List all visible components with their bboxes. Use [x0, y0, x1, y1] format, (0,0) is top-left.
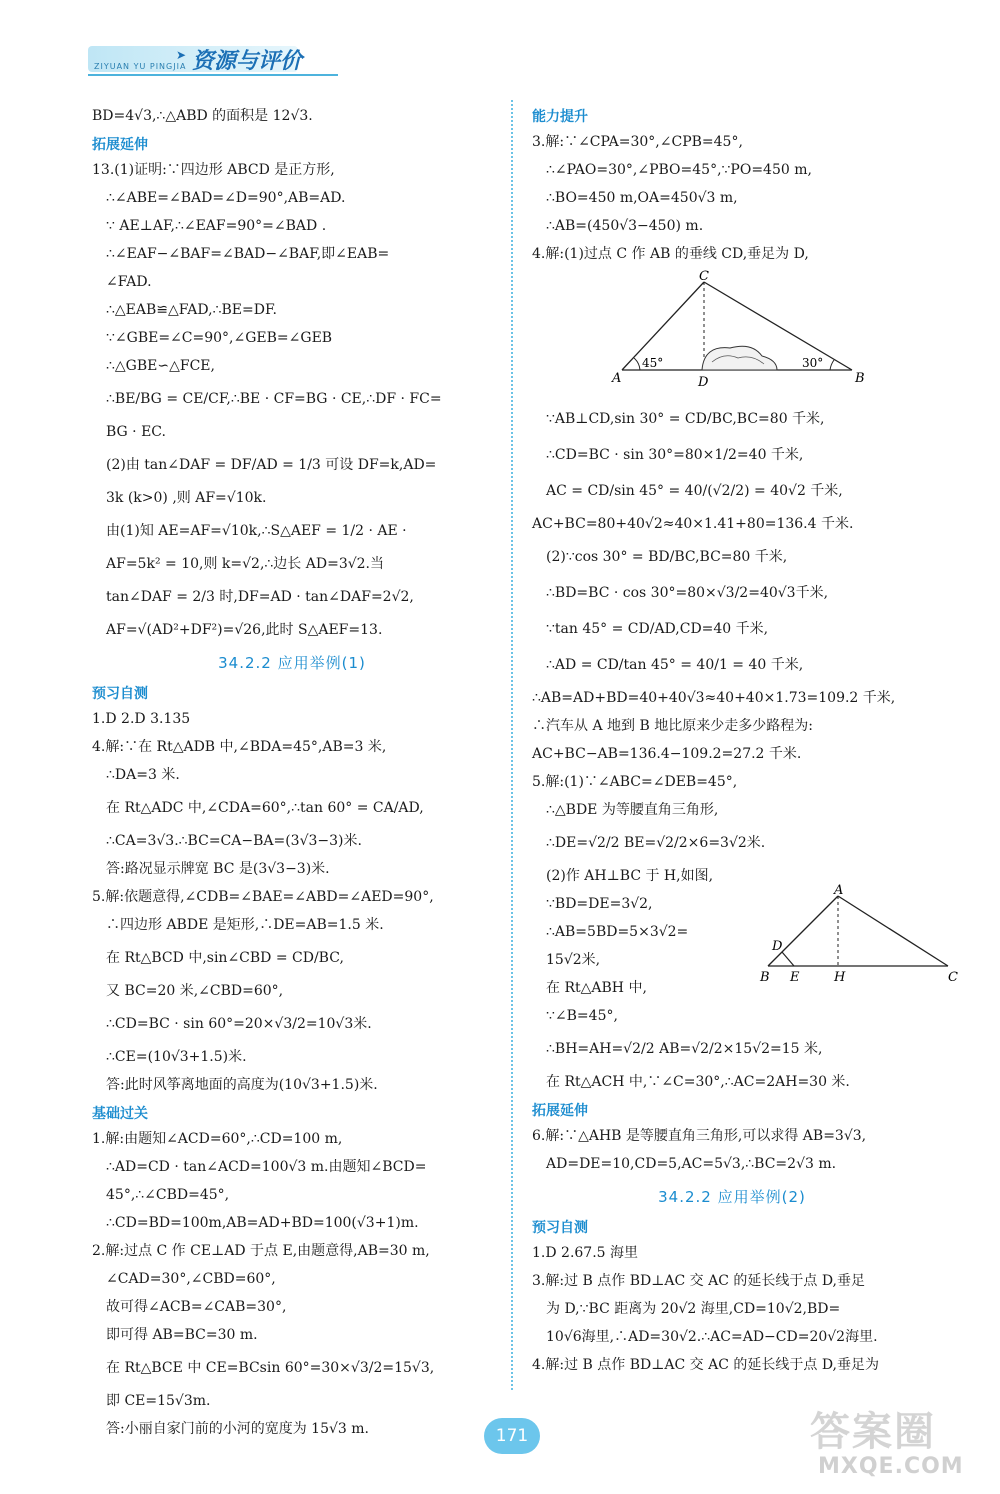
text-line: (2)∵cos 30° = BD/BC,BC=80 千米, [546, 549, 788, 565]
text-line: 即可得 AB=BC=30 m. [106, 1327, 258, 1343]
text-line: ∵tan 45° = CD/AD,CD=40 千米, [546, 621, 769, 637]
text-line: ∵∠GBE=∠C=90°,∠GEB=∠GEB [106, 330, 333, 346]
header-arrow-icon: ➤ [176, 48, 187, 62]
text-line: 答:小丽自家门前的小河的宽度为 15√3 m. [106, 1421, 369, 1437]
fig2-label-b: B [760, 970, 770, 985]
text-line: ∴CA=3√3.∴BC=CA−BA=(3√3−3)米. [106, 833, 362, 849]
text-line: ∴AB=5BD=5×3√2= [546, 924, 689, 940]
page-header [88, 38, 348, 78]
fig1-angle-a: 45° [642, 356, 664, 370]
text-line: ∵BD=DE=3√2, [546, 896, 653, 912]
text-line: AF=√(AD²+DF²)=√26,此时 S△AEF=13. [106, 622, 383, 638]
text-line: 5.解:(1)∵∠ABC=∠DEB=45°, [532, 774, 738, 790]
fig2-label-e: E [790, 970, 800, 985]
text-line: 在 Rt△BCE 中 CE=BCsin 60°=30×√3/2=15√3, [106, 1360, 435, 1376]
text-line: ∵AB⊥CD,sin 30° = CD/BC,BC=80 千米, [546, 411, 825, 427]
fig2-label-c: C [948, 970, 958, 985]
text-line: 10√6海里,∴AD=30√2.∴AC=AD−CD=20√2海里. [546, 1329, 878, 1345]
text-line: BD=4√3,∴△ABD 的面积是 12√3. [92, 108, 313, 124]
text-line: 3k (k>0) ,则 AF=√10k. [106, 490, 267, 506]
text-line: 4.解:(1)过点 C 作 AB 的垂线 CD,垂足为 D, [532, 246, 809, 262]
text-line: (2)作 AH⊥BC 于 H,如图, [546, 868, 714, 884]
section-heading: 拓展延伸 [532, 1103, 588, 1119]
text-line: 15√2米, [546, 952, 601, 968]
fig1-label-d: D [698, 375, 709, 390]
text-line: 13.(1)证明:∵四边形 ABCD 是正方形, [92, 162, 335, 178]
text-line: ∴△EAB≌△FAD,∴BE=DF. [106, 302, 277, 318]
text-line: ∴BD=BC · cos 30°=80×√3/2=40√3千米, [546, 585, 829, 601]
text-line: 4.解:∵在 Rt△ADB 中,∠BDA=45°,AB=3 米, [92, 739, 387, 755]
column-divider [511, 100, 513, 1390]
text-line: ∠FAD. [106, 274, 152, 290]
fig2-label-h: H [834, 970, 846, 985]
section-heading: 拓展延伸 [92, 137, 148, 153]
text-line: 即 CE=15√3m. [106, 1393, 211, 1409]
text-line: 在 Rt△ADC 中,∠CDA=60°,∴tan 60° = CA/AD, [106, 800, 424, 816]
text-line: tan∠DAF = 2/3 时,DF=AD · tan∠DAF=2√2, [106, 589, 414, 605]
page-number: 171 [484, 1418, 540, 1454]
text-line: ∴∠EAF−∠BAF=∠BAD−∠BAF,即∠EAB= [106, 246, 390, 262]
text-line: ∴汽车从 A 地到 B 地比原来少走多少路程为: [532, 718, 813, 734]
text-line: ∴DA=3 米. [106, 767, 180, 783]
section-heading: 能力提升 [532, 109, 588, 125]
fig2-label-a: A [834, 883, 844, 898]
text-line: ∴∠PAO=30°,∠PBO=45°,∵PO=450 m, [546, 162, 812, 178]
text-line: 2.解:过点 C 作 CE⊥AD 于点 E,由题意得,AB=30 m, [92, 1243, 430, 1259]
text-line: ∴DE=√2/2 BE=√2/2×6=3√2米. [546, 835, 766, 851]
right-column [532, 100, 958, 1381]
text-line: 1.解:由题知∠ACD=60°,∴CD=100 m, [92, 1131, 343, 1147]
text-line: ∴△GBE∽△FCE, [106, 358, 215, 374]
text-line: 6.解:∵△AHB 是等腰直角三角形,可以求得 AB=3√3, [532, 1128, 867, 1144]
text-line: 3.解:过 B 点作 BD⊥AC 交 AC 的延长线于点 D,垂足 [532, 1273, 866, 1289]
figure-triangle-abc [612, 269, 865, 390]
header-rule [88, 74, 338, 76]
text-line: ∴∠ABE=∠BAD=∠D=90°,AB=AD. [106, 190, 346, 206]
text-line: AC+BC−AB=136.4−109.2=27.2 千米. [532, 746, 802, 762]
text-line: 又 BC=20 米,∠CBD=60°, [106, 983, 284, 999]
text-line: ∴CD=BC · sin 30°=80×1/2=40 千米, [546, 447, 804, 463]
text-line: ∴四边形 ABDE 是矩形,∴DE=AB=1.5 米. [106, 917, 384, 933]
fig1-label-a: A [612, 371, 622, 386]
section-heading: 预习自测 [532, 1220, 588, 1236]
text-line: 在 Rt△BCD 中,sin∠CBD = CD/BC, [106, 950, 344, 966]
text-line: ∴CD=BD=100m,AB=AD+BD=100(√3+1)m. [106, 1215, 419, 1231]
text-line: AC+BC=80+40√2≈40×1.41+80=136.4 千米. [532, 516, 854, 532]
text-line: 为 D,∵BC 距离为 20√2 海里,CD=10√2,BD= [546, 1301, 841, 1317]
figure-triangle-abh [758, 884, 958, 984]
fig1-label-b: B [855, 371, 865, 386]
text-line: 1.D 2.D 3.135 [92, 711, 191, 727]
text-line: ∴AD = CD/tan 45° = 40/1 = 40 千米, [546, 657, 804, 673]
text-line: ∴BE/BG = CE/CF,∴BE · CF=BG · CE,∴DF · FC= [106, 391, 442, 407]
fig1-label-c: C [699, 269, 709, 284]
watermark-line2: MXQE.COM [818, 1454, 964, 1479]
section-title: 34.2.2 应用举例(1) [218, 654, 366, 672]
header-pinyin: ZIYUAN YU PINGJIA [94, 62, 187, 71]
text-line: (2)由 tan∠DAF = DF/AD = 1/3 可设 DF=k,AD= [106, 457, 437, 473]
text-line: 由(1)知 AE=AF=√10k,∴S△AEF = 1/2 · AE · [106, 523, 407, 539]
text-line: AF=5k² = 10,则 k=√2,∴边长 AD=3√2.当 [106, 556, 385, 572]
text-line: ∠CAD=30°,∠CBD=60°, [106, 1271, 276, 1287]
text-line: AC = CD/sin 45° = 40/(√2/2) = 40√2 千米, [546, 483, 843, 499]
text-line: 故可得∠ACB=∠CAB=30°, [106, 1299, 287, 1315]
header-brand: 资源与评价 [192, 49, 303, 74]
text-line: ∴AD=CD · tan∠ACD=100√3 m.由题知∠BCD= [106, 1159, 427, 1175]
text-line: 在 Rt△ABH 中, [546, 980, 647, 996]
left-column [92, 100, 492, 1445]
text-line: 答:此时风筝离地面的高度为(10√3+1.5)米. [106, 1077, 378, 1093]
text-line: ∴BO=450 m,OA=450√3 m, [546, 190, 738, 206]
text-line: 4.解:过 B 点作 BD⊥AC 交 AC 的延长线于点 D,垂足为 [532, 1357, 880, 1373]
text-line: ∴BH=AH=√2/2 AB=√2/2×15√2=15 米, [546, 1041, 823, 1057]
text-line: ∴△BDE 为等腰直角三角形, [546, 802, 719, 818]
text-line: ∴AB=(450√3−450) m. [546, 218, 704, 234]
text-line: BG · EC. [106, 424, 166, 440]
text-line: ∴CD=BC · sin 60°=20×√3/2=10√3米. [106, 1016, 372, 1032]
section-heading: 基础过关 [92, 1106, 148, 1122]
fig2-label-d: D [772, 939, 783, 954]
watermark-line1: 答案圈 [810, 1409, 936, 1455]
text-line: ∵∠B=45°, [546, 1008, 618, 1024]
text-line: 在 Rt△ACH 中,∵∠C=30°,∴AC=2AH=30 米. [546, 1074, 850, 1090]
watermark [790, 1400, 990, 1490]
text-line: 3.解:∵∠CPA=30°,∠CPB=45°, [532, 134, 743, 150]
text-line: 45°,∴∠CBD=45°, [106, 1187, 230, 1203]
text-line: ∵ AE⊥AF,∴∠EAF=90°=∠BAD . [106, 218, 327, 234]
text-line: ∴CE=(10√3+1.5)米. [106, 1049, 247, 1065]
section-heading: 预习自测 [92, 686, 148, 702]
text-line: AD=DE=10,CD=5,AC=5√3,∴BC=2√3 m. [546, 1156, 837, 1172]
section-title: 34.2.2 应用举例(2) [658, 1188, 806, 1206]
text-line: ∴AB=AD+BD=40+40√3≈40+40×1.73=109.2 千米, [532, 690, 896, 706]
text-line: 1.D 2.67.5 海里 [532, 1245, 639, 1261]
text-line: 5.解:依题意得,∠CDB=∠BAE=∠ABD=∠AED=90°, [92, 889, 434, 905]
text-line: 答:路况显示牌宽 BC 是(3√3−3)米. [106, 861, 330, 877]
fig1-angle-b: 30° [802, 356, 824, 370]
figure-row [532, 883, 958, 1028]
